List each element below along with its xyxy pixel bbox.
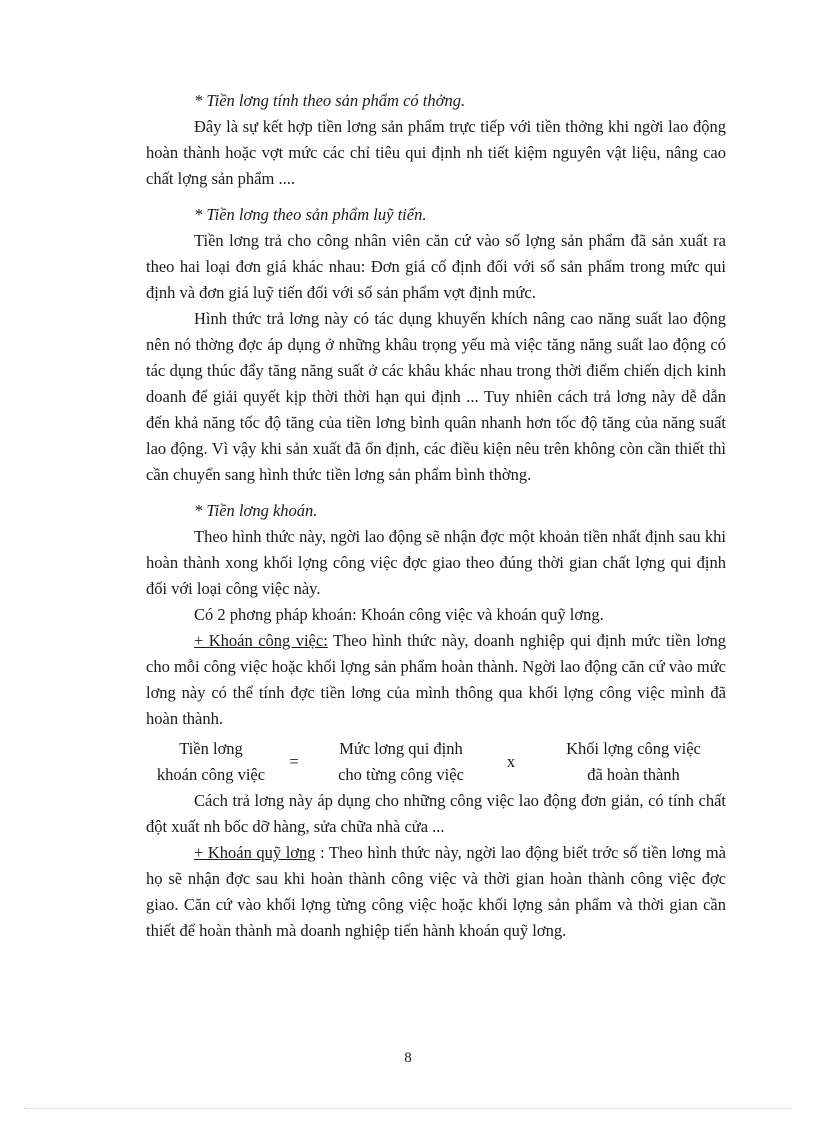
paragraph-khoan-quy-luong <box>146 840 726 944</box>
formula <box>146 736 726 788</box>
paragraph-khoan-1: Theo hình thức này, ngời lao động sẽ nhận đợc một khoản tiền nhất định sau khi hoàn thành xong khối lợng công việc đợc giao theo đúng thời gian chất lợng qui định đối với loại công việc này. <box>146 527 726 598</box>
khoan-quy-luong-text: : Theo hình thức này, ngời lao động biết trớc số tiền lơng mà họ sẽ nhận đợc sau khi hoàn thành công việc và thời gian hoàn thành công việc đợc giao. Căn cứ vào khối lợng từng công việc hoặc khối lợng sản phẩm và thời gian cần thiết để hoàn thành mà doanh nghiệp tiến hành khoán quỹ lơng. <box>146 843 727 940</box>
paragraph-khoan-2: Có 2 phơng pháp khoán: Khoán công việc và khoán quỹ lơng. <box>194 605 604 624</box>
paragraph-khoan-cong-viec <box>146 628 726 732</box>
khoan-cong-viec-text: Theo hình thức này, doanh nghiệp qui định mức tiền lơng cho mỗi công việc hoặc khối lợng sản phẩm hoàn thành. Ngời lao động căn cứ vào mức lơng này có thể tính đợc tiền lơng của mình thông qua khối lợng công việc mình đã hoàn thành. <box>146 631 726 728</box>
page-number: 8 <box>404 1050 412 1066</box>
formula-right-line1: Khối lợng công việc <box>566 739 701 758</box>
paragraph-luy-tien-1: Tiền lơng trả cho công nhân viên căn cứ vào số lợng sản phẩm đã sản xuất ra theo hai loại đơn giá khác nhau: Đơn giá cố định đối với số sản phẩm trong mức qui định và đơn giá luỹ tiến đối với số sản phẩm vợt định mức. <box>146 231 726 302</box>
formula-left-line1: Tiền lơng <box>179 739 243 758</box>
section-heading-thuong: * Tiền lơng tính theo sản phẩm có thởng. <box>194 91 466 110</box>
formula-right-line2: đã hoàn thành <box>587 765 680 784</box>
khoan-quy-luong-label: + Khoán quỹ lơng <box>194 843 316 862</box>
paragraph-luy-tien-2: Hình thức trả lơng này có tác dụng khuyến khích nâng cao năng suất lao động nên nó thờng đợc áp dụng ở những khâu trọng yếu mà việc tăng năng suất lao động có tác dụng thúc đẩy tăng năng suất ở các khâu khác nhau trong thời điểm chiến dịch kinh doanh để giải quyết kịp thời thời hạn qui định ... Tuy nhiên cách trả lơng này dễ dẫn đến khả năng tốc độ tăng của tiền lơng bình quân nhanh hơn tốc độ tăng của năng suất lao động. Vì vậy khi sản xuất đã ổn định, các điều kiện nêu trên không còn cần thiết thì cần chuyển sang hình thức tiền lơng sản phẩm bình thờng. <box>146 309 726 484</box>
formula-times: x <box>506 752 516 771</box>
paragraph-thuong: Đây là sự kết hợp tiền lơng sản phẩm trực tiếp với tiền thởng khi ngời lao động hoàn thành hoặc vợt mức các chỉ tiêu qui định nh tiết kiệm nguyên vật liệu, nâng cao chất lợng sản phẩm .... <box>146 117 726 188</box>
khoan-cong-viec-label: + Khoán công việc: <box>194 631 328 650</box>
document-page <box>146 88 726 944</box>
formula-equals: = <box>289 752 299 771</box>
section-heading-luy-tien: * Tiền lơng theo sản phẩm luỹ tiến. <box>194 205 427 224</box>
paragraph-after-formula: Cách trả lơng này áp dụng cho những công việc lao động đơn giản, có tính chất đột xuất nh bốc dỡ hàng, sửa chữa nhà cửa ... <box>146 791 726 836</box>
formula-left-line2: khoán công việc <box>156 765 266 784</box>
formula-middle-line1: Mức lơng qui định <box>339 739 463 758</box>
section-heading-khoan: * Tiền lơng khoán. <box>194 501 318 520</box>
formula-middle-line2: cho từng công việc <box>338 765 464 784</box>
footer-divider <box>24 1108 792 1109</box>
